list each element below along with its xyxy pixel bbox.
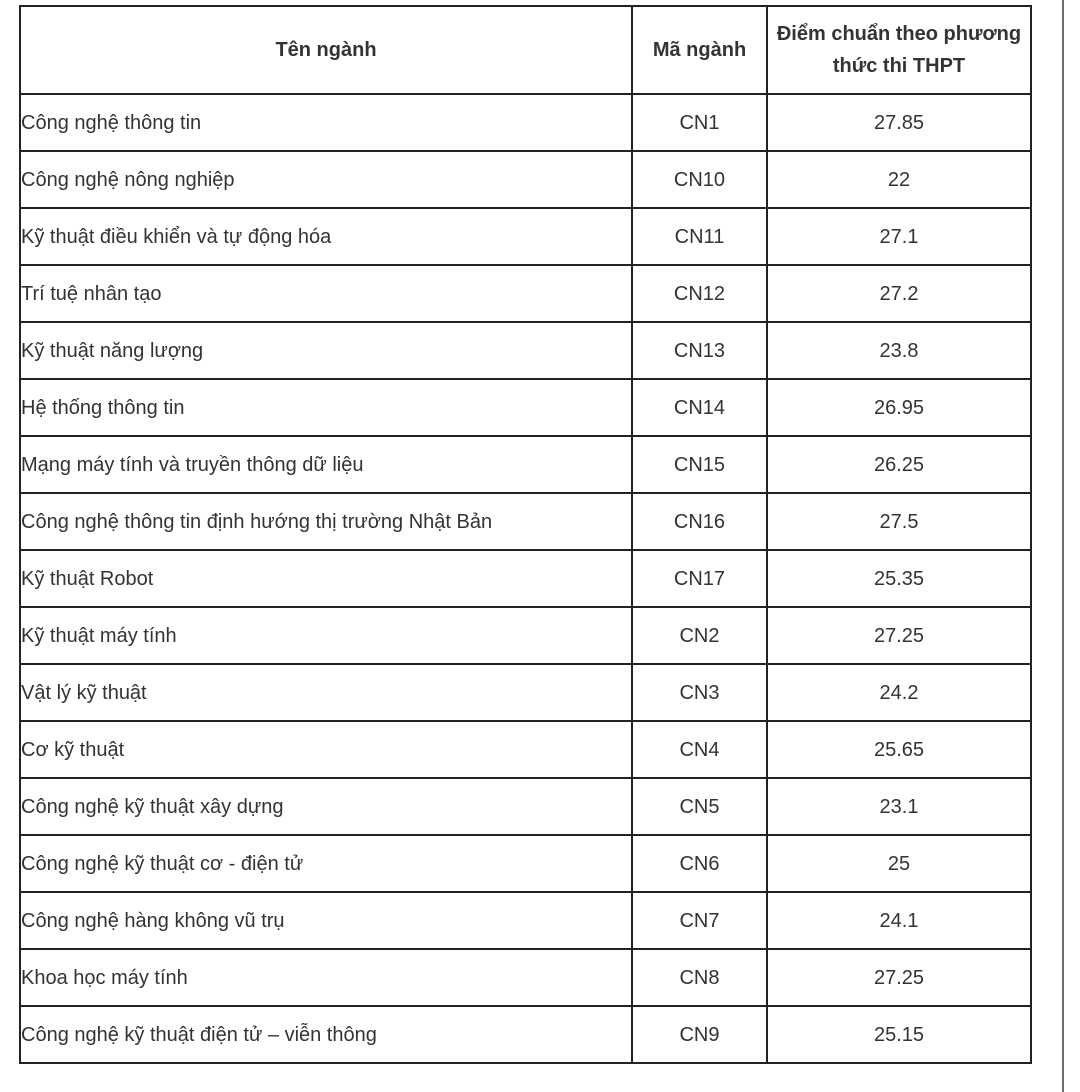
major-name-cell: Công nghệ kỹ thuật điện tử – viễn thông [20, 1006, 632, 1063]
benchmark-score-cell: 25.35 [767, 550, 1031, 607]
table-row [20, 1006, 1031, 1063]
table-row [20, 94, 1031, 151]
header-major-code: Mã ngành [632, 6, 767, 94]
major-code-cell: CN15 [632, 436, 767, 493]
table-header-row [20, 6, 1031, 94]
benchmark-score-cell: 27.25 [767, 607, 1031, 664]
major-name-cell: Kỹ thuật Robot [20, 550, 632, 607]
major-name-cell: Hệ thống thông tin [20, 379, 632, 436]
major-code-cell: CN16 [632, 493, 767, 550]
major-name-cell: Công nghệ hàng không vũ trụ [20, 892, 632, 949]
major-code-cell: CN6 [632, 835, 767, 892]
benchmark-score-cell: 25.65 [767, 721, 1031, 778]
major-code-cell: CN14 [632, 379, 767, 436]
header-major-name: Tên ngành [20, 6, 632, 94]
table-row [20, 322, 1031, 379]
admission-score-table [19, 5, 1032, 1064]
table-row [20, 208, 1031, 265]
table-row [20, 721, 1031, 778]
table-row [20, 550, 1031, 607]
major-code-cell: CN1 [632, 94, 767, 151]
benchmark-score-cell: 27.5 [767, 493, 1031, 550]
major-code-cell: CN4 [632, 721, 767, 778]
benchmark-score-cell: 27.1 [767, 208, 1031, 265]
benchmark-score-cell: 25.15 [767, 1006, 1031, 1063]
major-name-cell: Cơ kỹ thuật [20, 721, 632, 778]
major-code-cell: CN11 [632, 208, 767, 265]
header-benchmark-score: Điểm chuẩn theo phương thức thi THPT [767, 6, 1031, 94]
major-code-cell: CN13 [632, 322, 767, 379]
major-name-cell: Mạng máy tính và truyền thông dữ liệu [20, 436, 632, 493]
benchmark-score-cell: 23.8 [767, 322, 1031, 379]
table-row [20, 664, 1031, 721]
major-name-cell: Vật lý kỹ thuật [20, 664, 632, 721]
major-code-cell: CN3 [632, 664, 767, 721]
major-code-cell: CN17 [632, 550, 767, 607]
table-row [20, 436, 1031, 493]
benchmark-score-cell: 23.1 [767, 778, 1031, 835]
major-name-cell: Công nghệ thông tin định hướng thị trường Nhật Bản [20, 493, 632, 550]
benchmark-score-cell: 27.85 [767, 94, 1031, 151]
major-name-cell: Kỹ thuật điều khiển và tự động hóa [20, 208, 632, 265]
table-row [20, 379, 1031, 436]
major-code-cell: CN8 [632, 949, 767, 1006]
major-code-cell: CN12 [632, 265, 767, 322]
table-row [20, 949, 1031, 1006]
table-row [20, 835, 1031, 892]
major-name-cell: Công nghệ nông nghiệp [20, 151, 632, 208]
major-name-cell: Kỹ thuật máy tính [20, 607, 632, 664]
table-body [20, 94, 1031, 1063]
major-code-cell: CN5 [632, 778, 767, 835]
major-name-cell: Khoa học máy tính [20, 949, 632, 1006]
benchmark-score-cell: 24.2 [767, 664, 1031, 721]
major-name-cell: Công nghệ thông tin [20, 94, 632, 151]
major-code-cell: CN2 [632, 607, 767, 664]
table-row [20, 607, 1031, 664]
table-row [20, 265, 1031, 322]
page-edge-divider [1062, 0, 1064, 1092]
benchmark-score-cell: 22 [767, 151, 1031, 208]
major-name-cell: Công nghệ kỹ thuật cơ - điện tử [20, 835, 632, 892]
major-name-cell: Trí tuệ nhân tạo [20, 265, 632, 322]
table-row [20, 151, 1031, 208]
table-row [20, 892, 1031, 949]
major-code-cell: CN10 [632, 151, 767, 208]
major-code-cell: CN7 [632, 892, 767, 949]
major-name-cell: Công nghệ kỹ thuật xây dựng [20, 778, 632, 835]
benchmark-score-cell: 27.25 [767, 949, 1031, 1006]
table-row [20, 493, 1031, 550]
benchmark-score-cell: 26.95 [767, 379, 1031, 436]
benchmark-score-cell: 25 [767, 835, 1031, 892]
benchmark-score-cell: 26.25 [767, 436, 1031, 493]
benchmark-score-cell: 24.1 [767, 892, 1031, 949]
major-name-cell: Kỹ thuật năng lượng [20, 322, 632, 379]
benchmark-score-cell: 27.2 [767, 265, 1031, 322]
major-code-cell: CN9 [632, 1006, 767, 1063]
table-row [20, 778, 1031, 835]
